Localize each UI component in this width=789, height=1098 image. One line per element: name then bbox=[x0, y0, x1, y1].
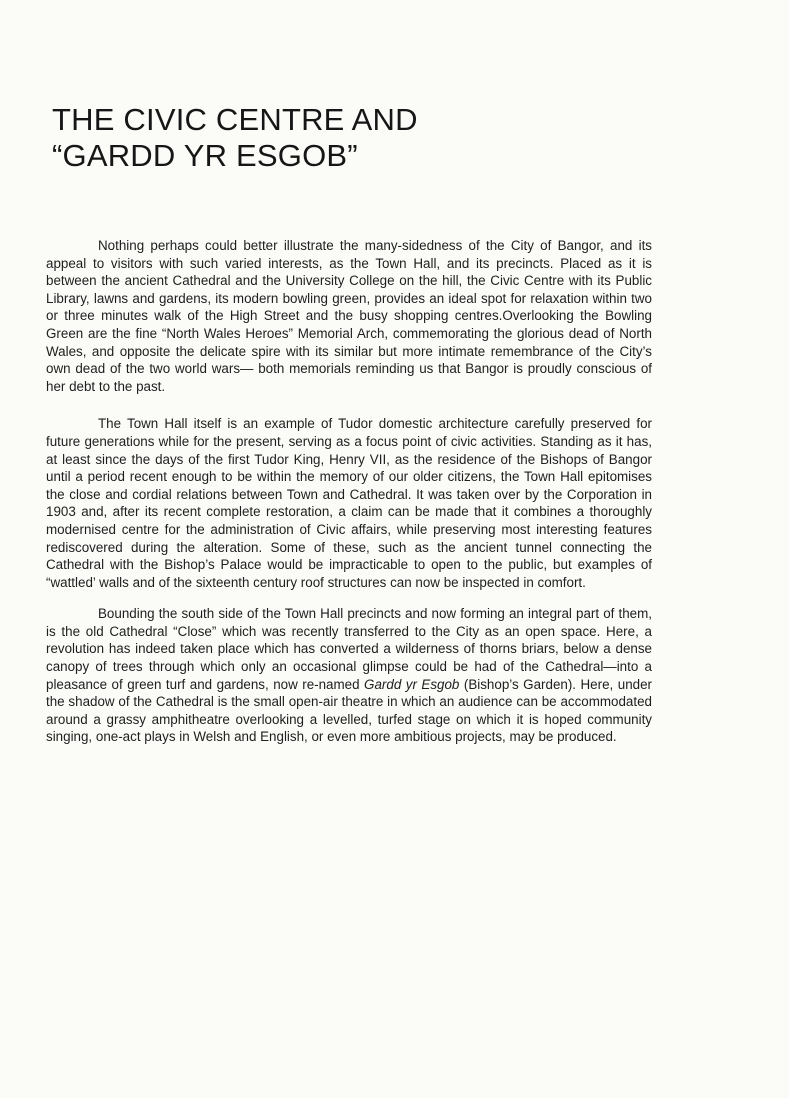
paragraph-3-text-after: (Bishop’s Garden). Here, under the shadow of the Cathedral is the small open-air theatre in which an audience can be accommodated around a grassy amphitheatre overlooking a levelled, turfed stage on which it is hoped community singing, one-act plays in Welsh and English, or even more ambitious projects, may be produced. bbox=[46, 676, 652, 745]
paragraph-3-emphasis: Gardd yr Esgob bbox=[364, 676, 460, 692]
paragraph-3 bbox=[46, 605, 652, 746]
article-body bbox=[46, 237, 652, 746]
title-line-2: “GARDD YR ESGOB” bbox=[52, 138, 358, 173]
paragraph-1: Nothing perhaps could better illustrate the many-sidedness of the City of Bangor, and its appeal to visitors with such varied interests, as the Town Hall, and its precincts. Placed as it is between the ancient Cathedral and the University College on the hill, the Civic Centre with its Public Library, lawns and gardens, its modern bowling green, provides an ideal spot for relaxation within two or three minutes walk of the High Street and the busy shopping centres.Overlooking the Bowling Green are the fine “North Wales Heroes” Memorial Arch, commemorating the glorious dead of North Wales, and opposite the delicate spire with its similar but more intimate remembrance of the City’s own dead of the two world wars— both memorials reminding us that Bangor is proudly conscious of her debt to the past. bbox=[46, 238, 652, 394]
paragraph-3-text-before: Bounding the south side of the Town Hall precincts and now forming an integral part of them, is the old Cathedral “Close” which was recently transferred to the City as an open space. Here, a revolution has indeed taken place which has converted a wilderness of thorns briars, below a dense canopy of trees through which only an occasional glimpse could be had of the Cathedral—into a pleasance of green turf and gardens, now re-named bbox=[46, 606, 652, 692]
title-line-1: THE CIVIC CENTRE AND bbox=[52, 102, 418, 137]
page-title bbox=[52, 102, 652, 174]
paragraph-2: The Town Hall itself is an example of Tudor domestic architecture carefully preserved for future generations while for the present, serving as a focus point of civic activities. Standing as it has, at least since the days of the first Tudor King, Henry VII, as the residence of the Bishops of Bangor until a period recent enough to be within the memory of our older citizens, the Town Hall epitomises the close and cordial relations between Town and Cathedral. It was taken over by the Corporation in 1903 and, after its recent complete restoration, a claim can be made that it combines a thoroughly modernised centre for the administration of Civic affairs, while preserving most interesting features rediscovered during the alteration. Some of these, such as the ancient tunnel connecting the Cathedral with the Bishop’s Palace would be impracticable to open to the public, but examples of “wattled’ walls and of the sixteenth century roof structures can now be inspected in comfort. bbox=[46, 416, 652, 590]
